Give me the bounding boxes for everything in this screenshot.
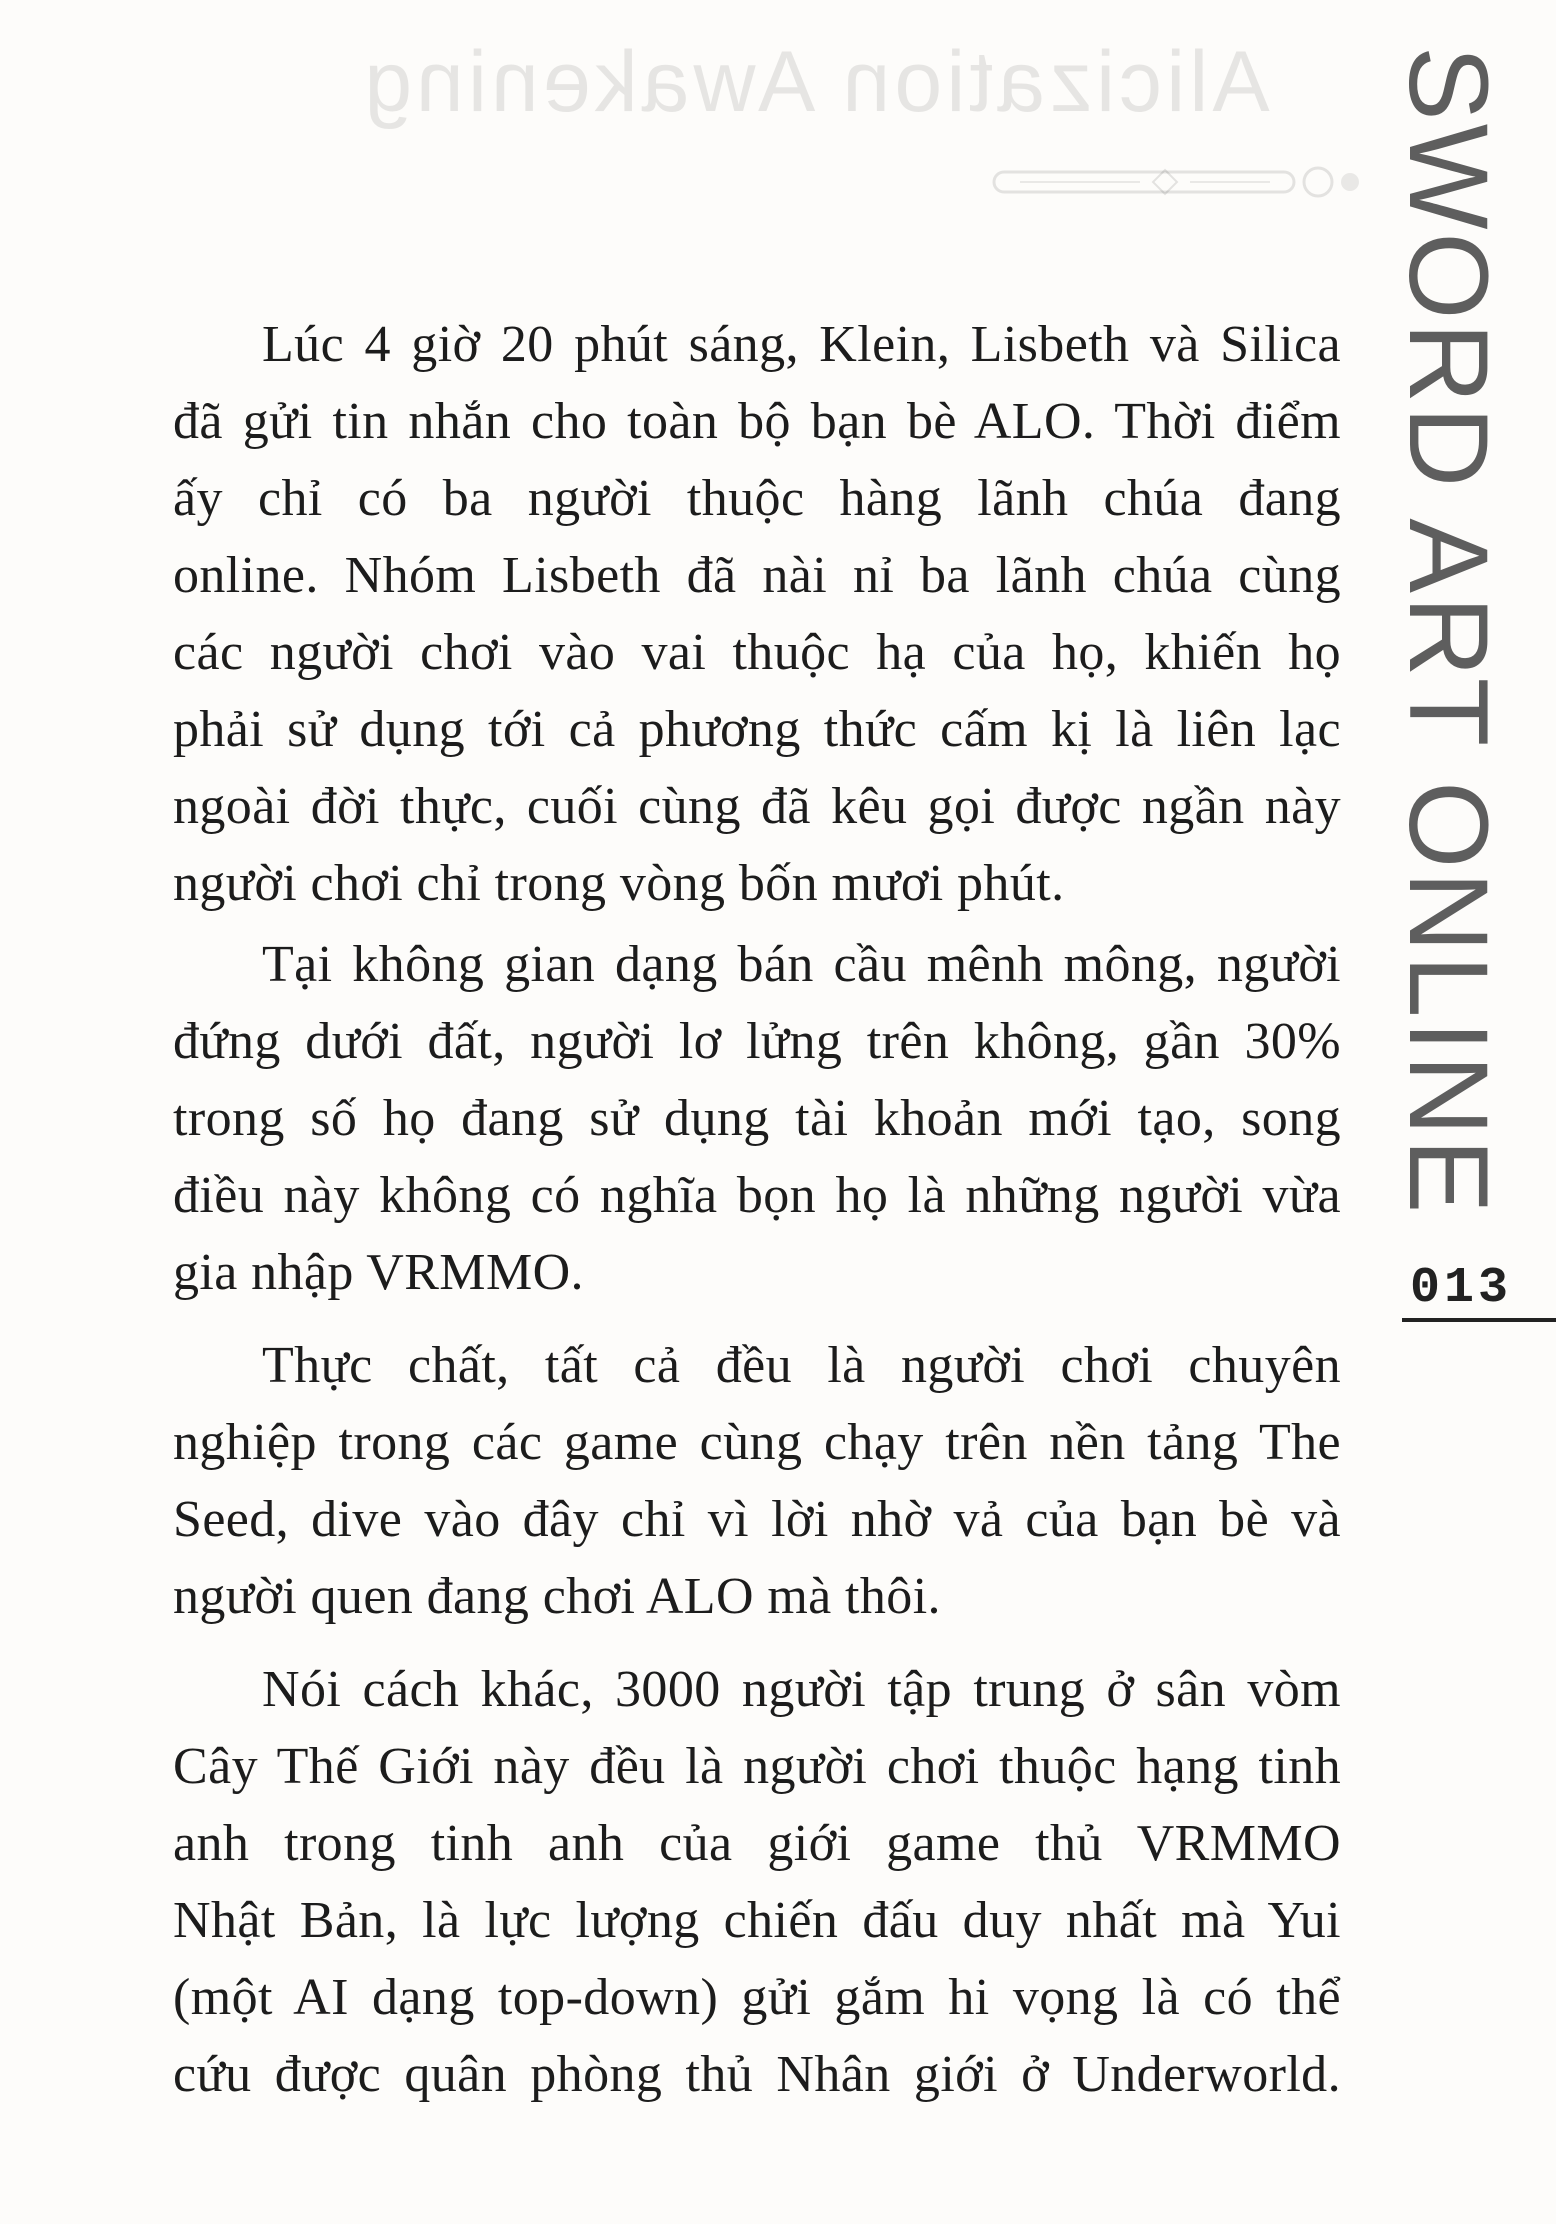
text-line: phải sử dụng tới cả phương thức cấm kị là liên lạc <box>173 701 1341 758</box>
text-line: điều này không có nghĩa bọn họ là những người vừa <box>173 1167 1341 1224</box>
text-line: anh trong tinh anh của giới game thủ VRMMO <box>173 1815 1341 1872</box>
text-line: các người chơi vào vai thuộc hạ của họ, khiến họ <box>173 624 1341 681</box>
running-title: SWORD ART ONLINE <box>1386 46 1511 1217</box>
paragraph-4 <box>173 1651 1341 2113</box>
text-line: gia nhập VRMMO. <box>173 1244 584 1301</box>
text-line: đã gửi tin nhắn cho toàn bộ bạn bè ALO. Thời điểm <box>173 393 1341 450</box>
text-line: người quen đang chơi ALO mà thôi. <box>173 1568 941 1625</box>
text-line: trong số họ đang sử dụng tài khoản mới tạo, song <box>173 1090 1341 1147</box>
text-line: Thực chất, tất cả đều là người chơi chuyên <box>262 1337 1341 1394</box>
page-number-rule <box>1402 1318 1556 1322</box>
text-line: Tại không gian dạng bán cầu mênh mông, người <box>262 936 1341 993</box>
showthrough-logo: Alicization Awakening <box>360 34 1270 130</box>
text-line: đứng dưới đất, người lơ lửng trên không, gần 30% <box>173 1013 1341 1070</box>
text-line: (một AI dạng top-down) gửi gắm hi vọng là có thể <box>173 1969 1341 2026</box>
showthrough-ornament-icon <box>990 160 1362 204</box>
paragraph-3 <box>173 1327 1341 1635</box>
text-line: Cây Thế Giới này đều là người chơi thuộc hạng tinh <box>173 1738 1341 1795</box>
text-line: cứu được quân phòng thủ Nhân giới ở Underworld. <box>173 2046 1341 2103</box>
paragraph-2 <box>173 926 1341 1311</box>
text-line: Nhật Bản, là lực lượng chiến đấu duy nhất mà Yui <box>173 1892 1341 1949</box>
paragraph-1 <box>173 306 1341 922</box>
text-line: online. Nhóm Lisbeth đã nài nỉ ba lãnh chúa cùng <box>173 547 1341 604</box>
text-line: người chơi chỉ trong vòng bốn mươi phút. <box>173 855 1065 912</box>
text-line: nghiệp trong các game cùng chạy trên nền tảng The <box>173 1414 1341 1471</box>
text-line: Nói cách khác, 3000 người tập trung ở sân vòm <box>262 1661 1341 1718</box>
text-line: Seed, dive vào đây chỉ vì lời nhờ vả của bạn bè và <box>173 1491 1341 1548</box>
text-line: ngoài đời thực, cuối cùng đã kêu gọi được ngần này <box>173 778 1341 835</box>
text-line: Lúc 4 giờ 20 phút sáng, Klein, Lisbeth và Silica <box>262 316 1341 373</box>
text-line: ấy chỉ có ba người thuộc hàng lãnh chúa đang <box>173 470 1341 527</box>
page-number: 013 <box>1410 1260 1513 1317</box>
